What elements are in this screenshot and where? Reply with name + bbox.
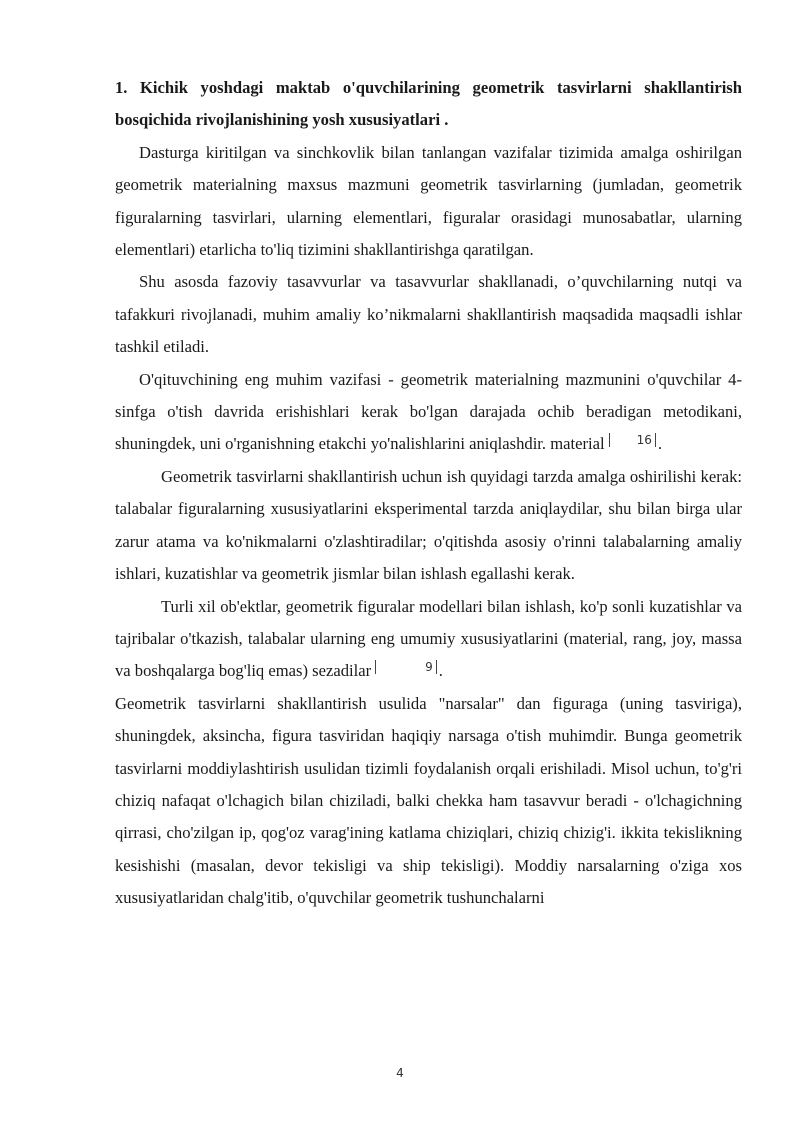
paragraph-6-text: Geometrik tasvirlarni shakllantirish usulida "narsalar" dan figuraga (uning tasviriga), shuningdek, aksincha, figura tasviridan haqiqiy narsaga o'tish muhimdir. Bunga geometrik tasvirlarni moddiylashtirish usulidan tizimli foydalanish orqali erishiladi. Misol uchun, to'g'ri chiziq nafaqat o'lchagich bilan chiziladi, balki chekka ham tasavvur beradi - o'lchagichning qirrasi, cho'zilgan ip, qog'oz varag'ining katlama chiziqlari, chiziq chizig'i. ikkita tekislikning kesishishi (masalan, devor tekisligi va ship tekisligi). Moddiy narsalarning o'ziga xos xususiyatlaridan chalg'itib, o'quvchilar geometrik tushunchalarni <box>115 693 742 908</box>
page-number: 4 <box>396 1066 404 1080</box>
citation-9[interactable]: 9 <box>375 660 437 674</box>
paragraph-3 <box>115 364 742 461</box>
paragraph-3-text: O'qituvchining eng muhim vazifasi - geometrik materialning mazmunini o'quvchilar 4-sinfga o'tish davrida erishishlari kerak bo'lgan darajada ochib beradigan metodikani, shuningdek, uni o'rganishning etakchi yo'nalishlarini aniqlashdir. material <box>115 369 742 454</box>
paragraph-4-text: Geometrik tasvirlarni shakllantirish uchun ish quyidagi tarzda amalga oshirilishi kerak: talabalar figuralarning xususiyatlarini eksperimental tarzda aniqlaydilar, shu bilan birga ular zarur atama va ko'nikmalarni o'zlashtiradilar; o'qitishda asosiy o'rinni talabalarning amaliy ishlari, kuzatishlar va geometrik jismlar bilan ishlash egallashi kerak. <box>115 466 742 584</box>
paragraph-5-text: Turli xil ob'ektlar, geometrik figuralar modellari bilan ishlash, ko'p sonli kuzatishlar va tajribalar o'tkazish, talabalar ularning eng umumiy xususiyatlarini (material, rang, joy, massa va boshqalarga bog'liq emas) sezadilar <box>115 596 742 681</box>
paragraph-1-text: Dasturga kiritilgan va sinchkovlik bilan tanlangan vazifalar tizimida amalga oshirilgan geometrik materialning maxsus mazmuni geometrik tasvirlarning (jumladan, geometrik figuralarning tasvirlari, ularning elementlari, figuralar orasidagi munosabatlar, ularning elementlari) etarlicha to'liq tizimini shakllantirishga qaratilgan. <box>115 142 742 260</box>
page-content <box>115 72 742 915</box>
paragraph-5-tail: . <box>438 661 443 681</box>
paragraph-1 <box>115 137 742 267</box>
section-heading: 1. Kichik yoshdagi maktab o'quvchilarining geometrik tasvirlarni shakllantirish bosqichida rivojlanishining yosh xususiyatlari . <box>115 78 742 130</box>
paragraph-2 <box>115 266 742 363</box>
paragraph-4 <box>115 461 742 591</box>
paragraph-3-tail: . <box>657 434 663 454</box>
citation-16[interactable]: 16 <box>609 433 656 447</box>
paragraph-5 <box>115 591 742 688</box>
paragraph-2-text: Shu asosda fazoviy tasavvurlar va tasavvurlar shakllanadi, o’quvchilarning nutqi va tafakkuri rivojlanadi, muhim amaliy ko’nikmalarni shakllantirish maqsadida maqsadli ishlar tashkil etiladi. <box>115 272 742 357</box>
paragraph-6 <box>115 688 742 915</box>
